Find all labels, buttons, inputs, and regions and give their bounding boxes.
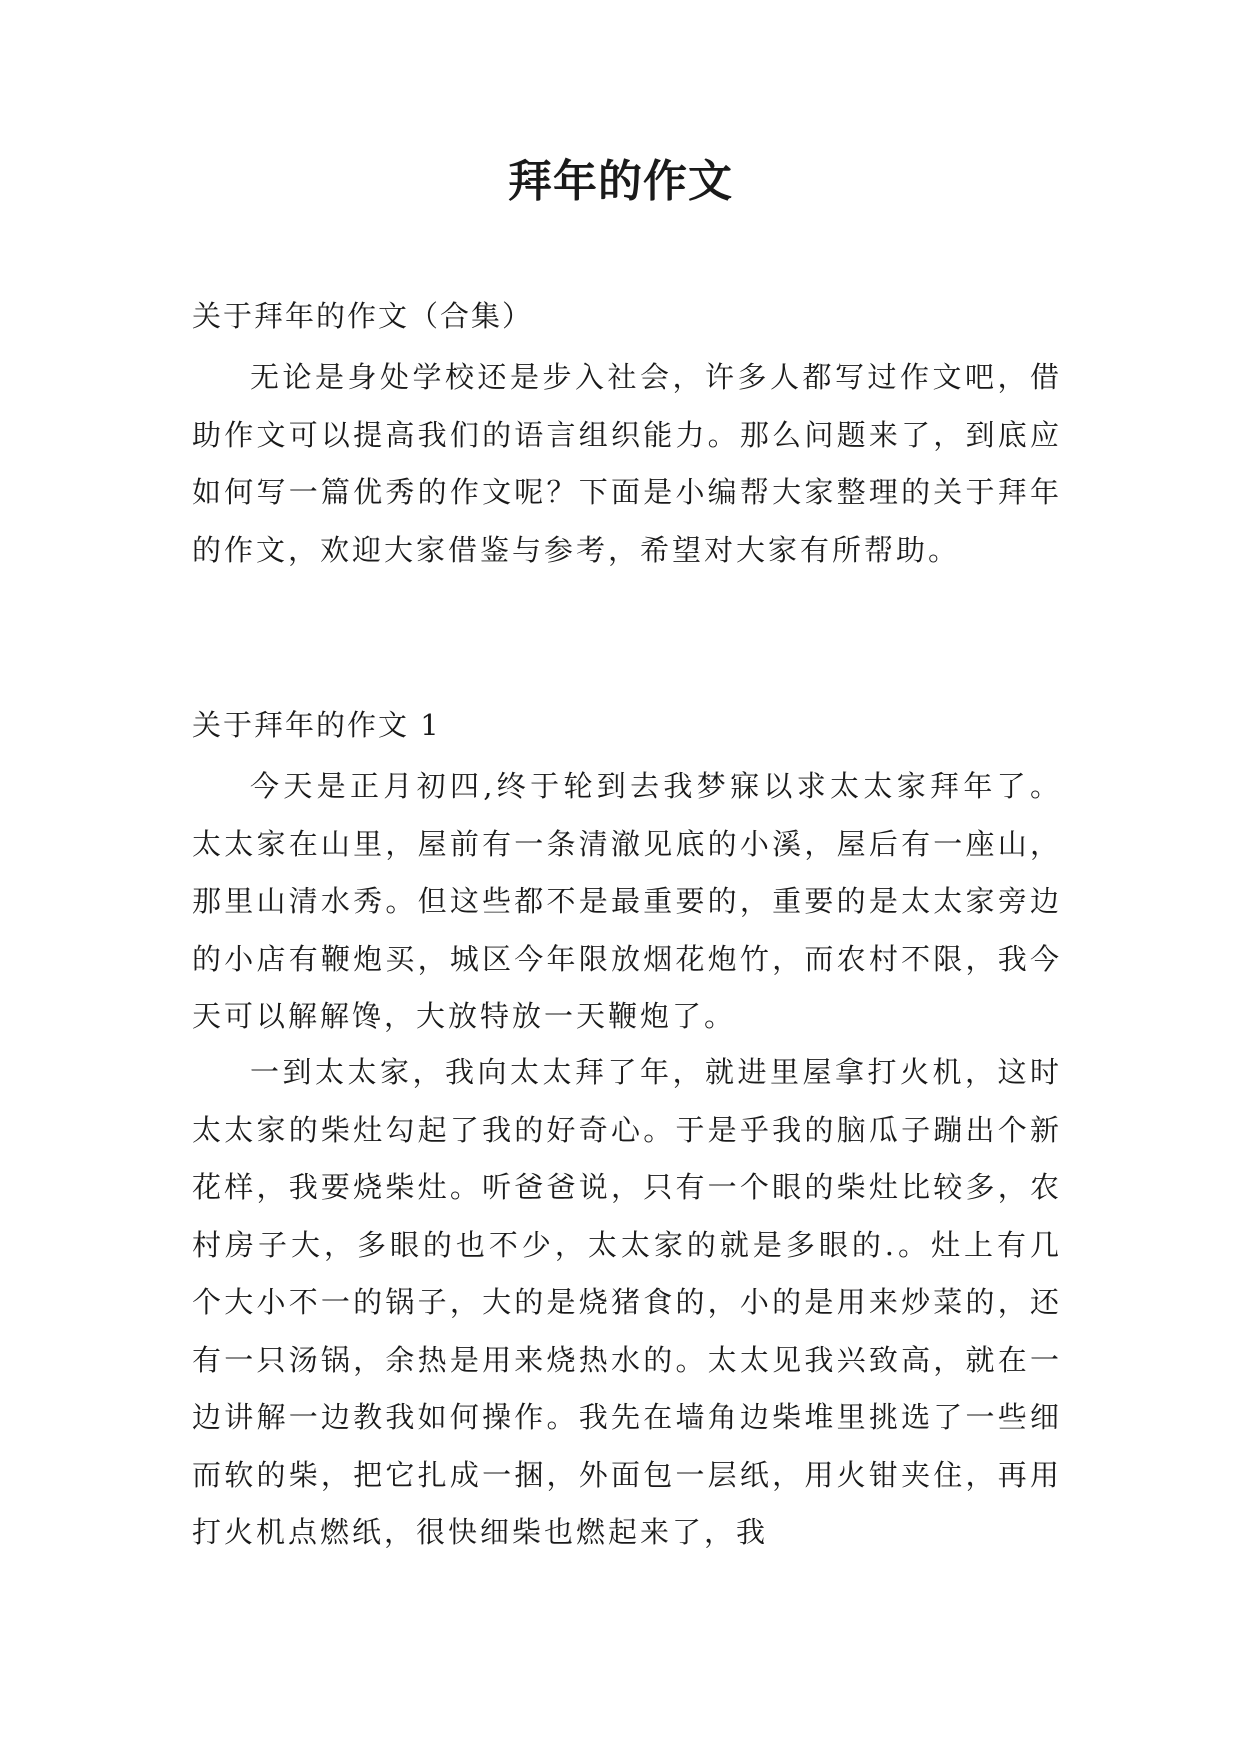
essay-1-paragraph: 今天是正月初四,终于轮到去我梦寐以求太太家拜年了。太太家在山里，屋前有一条清澈见底的小溪，屋后有一座山，那里山清水秀。但这些都不是最重要的，重要的是太太家旁边的小店有鞭炮买，城区今年限放烟花炮竹，而农村不限，我今天可以解解馋，大放特放一天鞭炮了。 (192, 769, 1062, 1033)
essay-1-heading: 关于拜年的作文 1 (192, 708, 441, 742)
essay-1-paragraph: 一到太太家，我向太太拜了年，就进里屋拿打火机，这时太太家的柴灶勾起了我的好奇心。于是乎我的脑瓜子蹦出个新花样，我要烧柴灶。听爸爸说，只有一个眼的柴灶比较多，农村房子大，多眼的也不少，太太家的就是多眼的.。灶上有几个大小不一的锅子，大的是烧猪食的，小的是用来炒菜的，还有一只汤锅，余热是用来烧热水的。太太见我兴致高，就在一边讲解一边教我如何操作。我先在墙角边柴堆里挑选了一些细而软的柴，把它扎成一捆，外面包一层纸，用火钳夹住，再用打火机点燃纸，很快细柴也燃起来了，我 (192, 1055, 1062, 1549)
page-title: 拜年的作文 (508, 156, 733, 207)
collection-heading: 关于拜年的作文（合集） (192, 299, 534, 333)
intro-paragraph: 无论是身处学校还是步入社会，许多人都写过作文吧，借助作文可以提高我们的语言组织能力。那么问题来了，到底应如何写一篇优秀的作文呢？下面是小编帮大家整理的关于拜年的作文，欢迎大家借鉴与参考，希望对大家有所帮助。 (192, 360, 1062, 567)
